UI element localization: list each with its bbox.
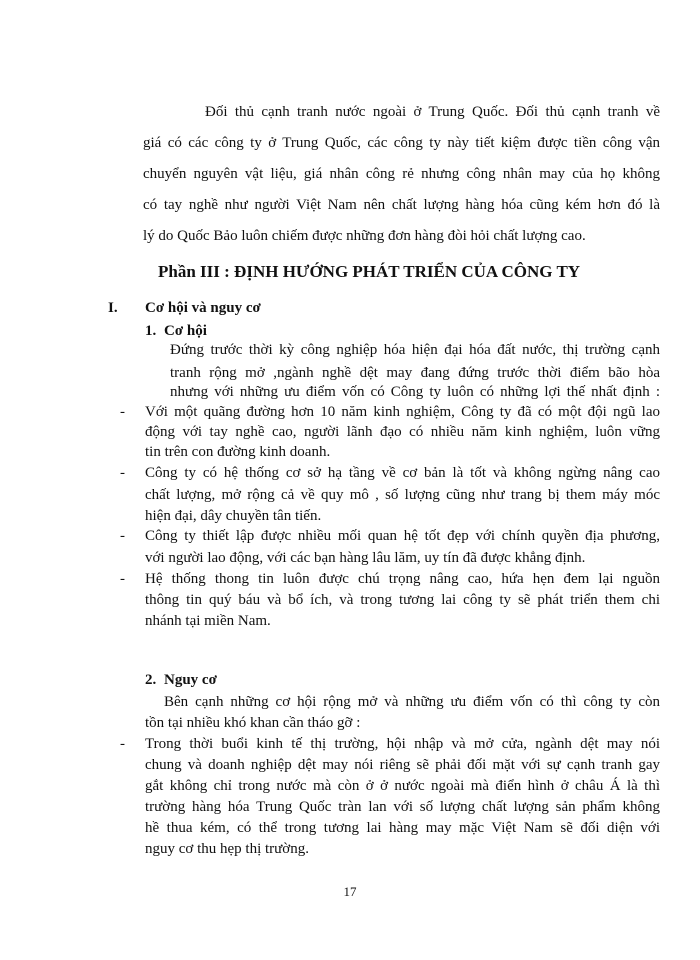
bullet-dash: - xyxy=(120,404,125,420)
text-line: chuyển nguyên vật liệu, giá nhân công rẻ nhưng công nhân may của họ không xyxy=(143,166,660,182)
subsection-number: 2. xyxy=(145,672,157,688)
text-line: nhưng với những ưu điểm vốn có Công ty luôn có những lợi thế nhất định : xyxy=(170,384,660,400)
section-title: Cơ hội và nguy cơ xyxy=(145,300,261,316)
text-line: hề thua kém, có thể trong tương lai hàng may mặc Việt Nam sẽ đối diện với xyxy=(145,820,660,836)
text-line: Công ty có hệ thống cơ sở hạ tầng về cơ bản là tốt và không ngừng nâng cao xyxy=(145,465,660,481)
subsection-title: Cơ hội xyxy=(164,323,207,339)
subsection-title: Nguy cơ xyxy=(164,672,217,688)
text-line: lý do Quốc Bảo luôn chiếm được những đơn hàng đòi hỏi chất lượng cao. xyxy=(143,228,586,244)
text-line: tồn tại nhiều khó khan cần tháo gỡ : xyxy=(145,715,361,731)
text-line: trường hàng hóa Trung Quốc tràn lan với số lượng chất lượng sản phẩm không xyxy=(145,799,660,815)
section-number: I. xyxy=(108,300,118,316)
text-line: gắt không chỉ trong nước mà còn ở ở nước ngoài mà điển hình ở châu Á là thì xyxy=(145,778,660,794)
text-line: với người lao động, với các bạn hàng lâu lăm, uy tín đã được khẳng định. xyxy=(145,550,586,566)
text-line: giá có các công ty ở Trung Quốc, các công ty này tiết kiệm được tiền công vận xyxy=(143,135,660,151)
text-line: Trong thời buổi kinh tế thị trường, hội nhập và mở cửa, ngành dệt may nói xyxy=(145,736,660,752)
text-line: động với tay nghề cao, người lãnh đạo có nhiều năm kinh nghiệm, luôn vững xyxy=(145,424,660,440)
text-line: nguy cơ thu hẹp thị trường. xyxy=(145,841,309,857)
text-line: hiện đại, dây chuyền tân tiến. xyxy=(145,508,322,524)
text-line: Hệ thống thong tin luôn được chú trọng nâng cao, hứa hẹn đem lại nguồn xyxy=(145,571,660,587)
text-line: tin trên con đường kinh doanh. xyxy=(145,444,331,460)
text-line: thông tin quý báu và bổ ích, và trong tương lai công ty sẽ phát triển them chi xyxy=(145,592,660,608)
bullet-dash: - xyxy=(120,736,125,752)
text-line: Công ty thiết lập được nhiều mối quan hệ tốt đẹp với chính quyền địa phương, xyxy=(145,528,660,544)
bullet-dash: - xyxy=(120,528,125,544)
text-line: Đối thủ cạnh tranh nước ngoài ở Trung Quốc. Đối thủ cạnh tranh về xyxy=(205,104,660,120)
text-line: nhánh tại miền Nam. xyxy=(145,613,271,629)
part-title: Phần III : ĐỊNH HƯỚNG PHÁT TRIỂN CỦA CÔNG TY xyxy=(158,262,581,281)
text-line: Bên cạnh những cơ hội rộng mở và những ưu điểm vốn có thì công ty còn xyxy=(164,694,660,710)
text-line: tranh rộng mở ,ngành nghề dệt may đang đứng trước thời điểm bão hòa xyxy=(170,365,660,381)
text-line: Đứng trước thời kỳ công nghiệp hóa hiện đại hóa đất nước, thị trường cạnh xyxy=(170,342,660,358)
text-line: chất lượng, mở rộng cả về quy mô , số lượng cũng như trang bị them máy móc xyxy=(145,487,660,503)
text-line: có tay nghề như người Việt Nam nên chất lượng hàng hóa cũng kém hơn đó là xyxy=(143,197,660,213)
bullet-dash: - xyxy=(120,465,125,481)
page-number: 17 xyxy=(343,884,357,899)
text-line: chung và doanh nghiệp dệt may nói riêng sẽ phải đối mặt với sự cạnh tranh gay xyxy=(145,757,660,773)
subsection-number: 1. xyxy=(145,323,157,339)
bullet-dash: - xyxy=(120,571,125,587)
text-line: Với một quãng đường hơn 10 năm kinh nghiệm, Công ty đã có một đội ngũ lao xyxy=(145,404,660,420)
